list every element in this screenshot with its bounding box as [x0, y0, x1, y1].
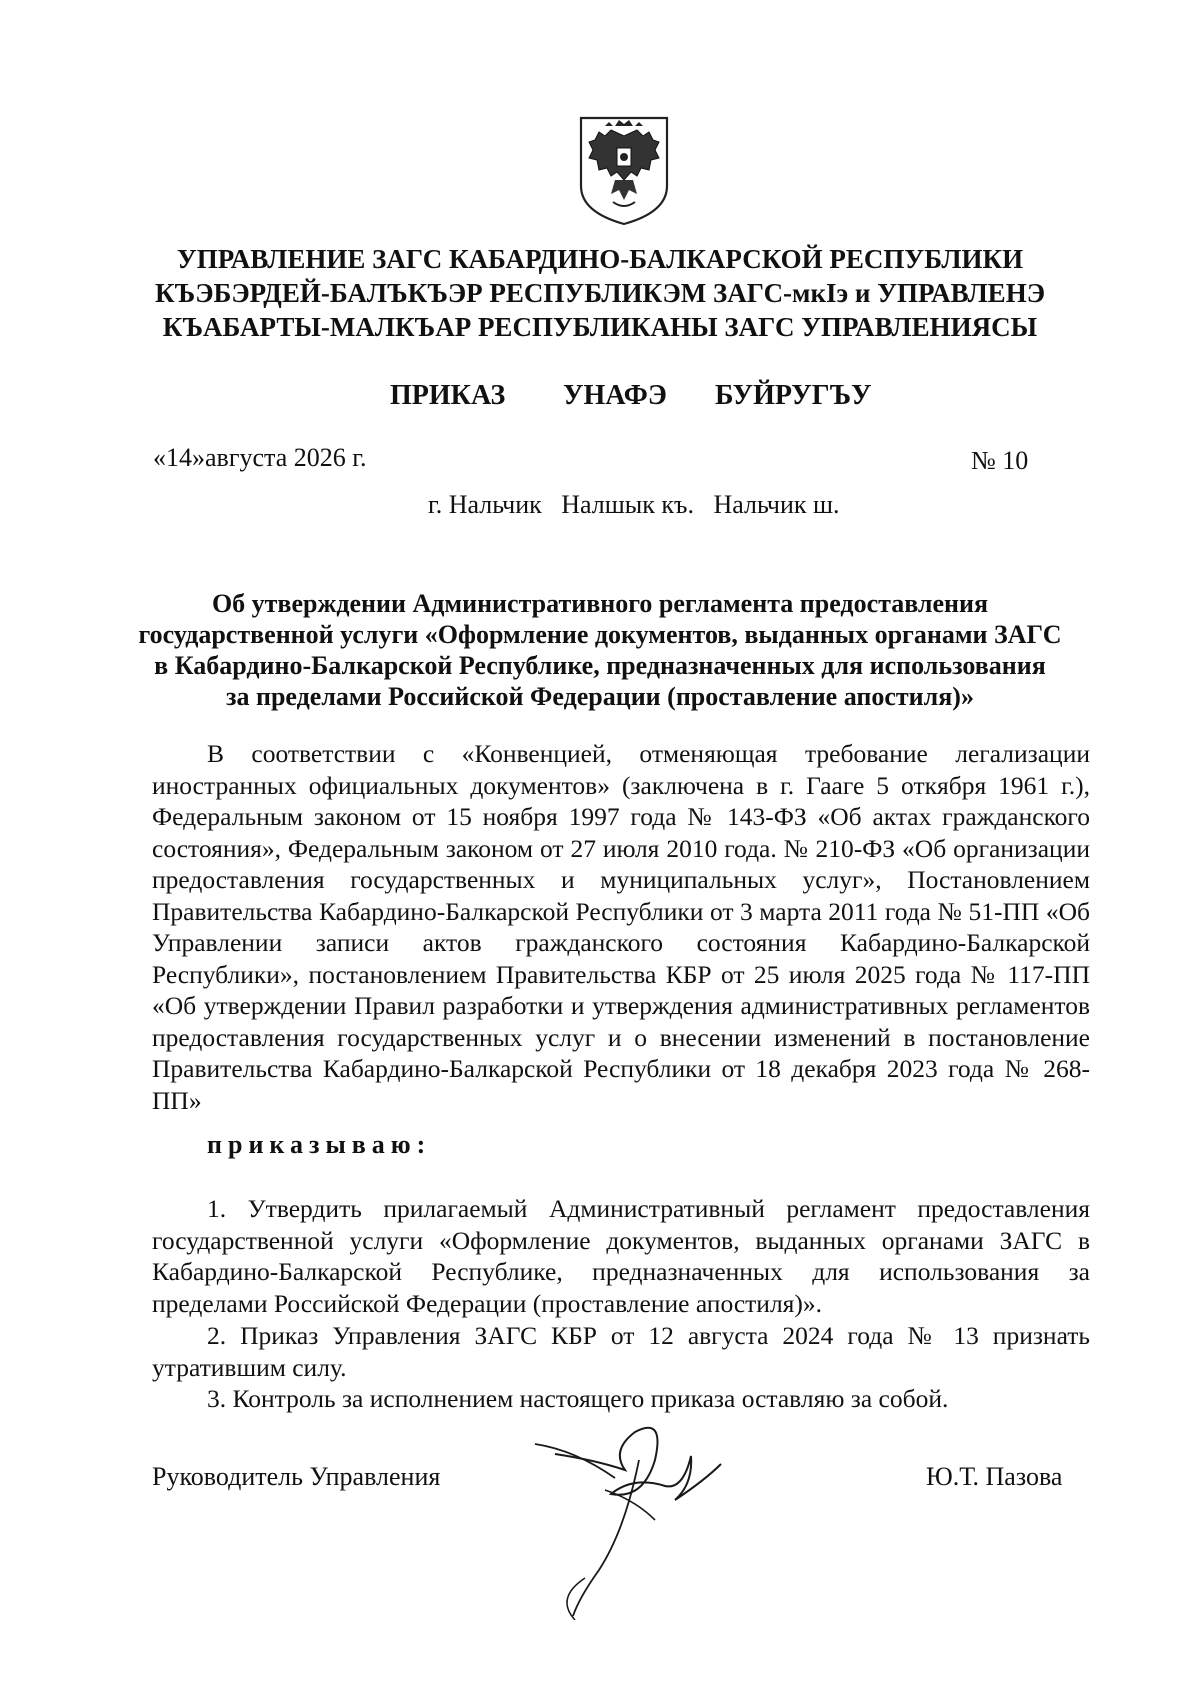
signatory-position: Руководитель Управления — [152, 1462, 441, 1491]
order-number: № 10 — [971, 446, 1029, 475]
order-item-3: 3. Контроль за исполнением настоящего приказа оставляю за собой. — [207, 1384, 949, 1413]
org-name-line-3: КЪАБАРТЫ-МАЛКЪАР РЕСПУБЛИКАНЫ ЗАГС УПРАВЛЕНИЯСЫ — [162, 312, 1038, 342]
order-title-line-3: в Кабардино-Балкарской Республике, предназначенных для использования — [154, 651, 1046, 680]
order-title-line-2: государственной услуги «Оформление документов, выданных органами ЗАГС — [138, 620, 1062, 649]
order-label-kab: УНАФЭ — [563, 380, 667, 411]
order-title-line-1: Об утверждении Административного регламента предоставления — [211, 589, 989, 618]
order-item-1: 1. Утвердить прилагаемый Административный регламент предоставления государственной услуги «Оформление документов, выданных органами ЗАГС в Кабардино-Балкарской Республике, предназначенных для использования за пределами Российской Федерации (проставление апостиля)». — [152, 1194, 1090, 1318]
order-word: приказываю: — [207, 1130, 432, 1159]
coat-of-arms-emblem — [575, 114, 673, 228]
order-label-bal: БУЙРУГЪУ — [715, 380, 872, 411]
order-city: г. Нальчик Налшык къ. Нальчик ш. — [428, 490, 840, 519]
order-item-2: 2. Приказ Управления ЗАГС КБР от 12 августа 2024 года № 13 признать утратившим силу. — [152, 1321, 1090, 1382]
org-name-line-2: КЪЭБЭРДЕЙ-БАЛЪКЪЭР РЕСПУБЛИКЭМ ЗАГС-мкІэ и УПРАВЛЕНЭ — [154, 278, 1046, 308]
order-title-line-4: за пределами Российской Федерации (проставление апостиля)» — [226, 682, 974, 711]
signatory-name: Ю.Т. Пазова — [926, 1462, 1063, 1491]
preamble-paragraph: В соответствии с «Конвенцией, отменяющая требование легализации иностранных официальных документов» (заключена в г. Гааге 5 откября 1961 г.), Федеральным законом от 15 ноября 1997 года № 143-ФЗ «Об актах гражданского состояния», Федеральным законом от 27 июля 2010 года. № 210-ФЗ «Об организации предоставления государственных и муниципальных услуг», Постановлением Правительства Кабардино-Балкарской Республики от 3 марта 2011 года № 51-ПП «Об Управлении записи актов гражданского состояния Кабардино-Балкарской Республики», постановлением Правительства КБР от 25 июля 2025 года № 117-ПП «Об утверждении Правил разработки и утверждения административных регламентов предоставления государственных услуг и о внесении изменений в постановление Правительства Кабардино-Балкарской Республики от 18 декабря 2023 года № 268-ПП» — [152, 739, 1090, 1115]
order-date: «14»августа 2026 г. — [153, 443, 367, 472]
order-label-ru: ПРИКАЗ — [390, 380, 506, 411]
handwritten-signature — [515, 1420, 735, 1620]
org-name-line-1: УПРАВЛЕНИЕ ЗАГС КАБАРДИНО-БАЛКАРСКОЙ РЕСПУБЛИКИ — [176, 244, 1024, 274]
